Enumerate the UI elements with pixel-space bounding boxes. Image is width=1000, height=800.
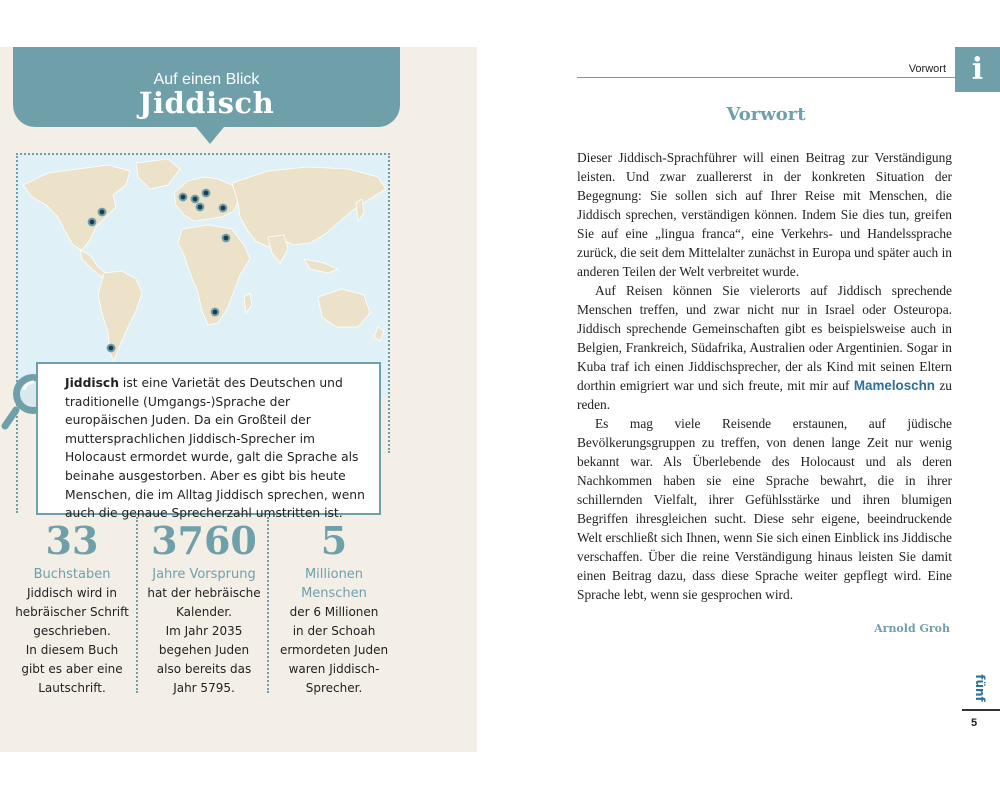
stat-line: geschrieben. [33,624,111,638]
stat-number: 33 [45,518,99,563]
stat-line: Kalender. [176,605,232,619]
map-frame-right [388,153,390,453]
banner-subtitle: Auf einen Blick [153,71,260,88]
info-box [36,362,381,521]
stat-line: also bereits das [156,662,252,676]
stat-line: In diesem Buch [25,643,119,657]
author-signature: Arnold Groh [874,622,950,635]
map-frame-left [16,153,18,513]
page-word-label: fünf [973,674,987,702]
page-number: 5 [970,717,978,729]
map-marker [203,190,210,197]
stat-separator [136,517,138,693]
map-marker [99,209,106,216]
paragraph [577,281,952,414]
stat-line: Jahr 5795. [173,681,235,695]
stat-line: ermordeten Juden [279,643,389,657]
map-marker [223,235,230,242]
title-banner [13,47,400,127]
stats-row [0,517,400,697]
paragraph-text: Auf Reisen können Sie vielerorts auf Jiddisch sprechende Menschen treffen, und zwar nicht nur in Israel oder Osteuropa. Jiddisch sprechende Gemeinschaften gibt es beispielsweise auch in Belgien, Frankreich, Südafrika, Australien oder Argentinien. Sogar in Kuba traf ich einen Jiddischsprecher, der als Kind mit seinen Eltern dorthin emigriert war und sich freute, mit mir auf [577,283,952,393]
stat-line: begehen Juden [158,643,250,657]
north-america-shape [23,165,130,250]
australia-shape [318,289,370,327]
stat-line: gibt es aber eine [21,662,123,676]
paragraph-tail: zu reden. [577,378,952,412]
map-marker [180,194,187,201]
stat-line: waren Jiddisch- [288,662,380,676]
stat-line: Lautschrift. [38,681,106,695]
map-marker [108,345,115,352]
paragraph: Es mag viele Reisende erstaunen, auf jüdische Bevölkerungsgruppen zu treffen, von denen lange Zeit nur wenig bekannt war. Als Überlebende des Holocaust und als deren Nachkommen haben sie eine Sprache bewahrt, die in ihrer schillernden Vielfalt, ihrer Gefühlsstärke und ihren blumigen Begriffen ihresgleichen sucht. Diese sehr eigene, beeindruckende Welt erschließt sich Ihnen, wenn Sie sich einen Einblick ins Jiddische verschaffen. Über die reine Verständigung hinaus leisten Sie damit einen Beitrag dazu, dass diese Sprache weiter gepflegt wird. Eine Sprache lebt, wenn sie gesprochen wird. [577,416,952,602]
foreword-text [577,148,952,604]
stat-separator [267,517,269,693]
map-marker [220,205,227,212]
stat-speakers [272,517,396,698]
map-marker [197,204,204,211]
info-icon: i [955,47,1000,92]
new-zealand-shape [374,327,384,341]
stat-label: Millionen [304,567,364,582]
stat-line: hat der hebräische [147,586,261,600]
info-term: Jiddisch [65,376,119,390]
info-text: ist eine Varietät des Deutschen und traditionelle (Umgangs-)Sprache der europäischen Juden. Da ein Großteil der muttersprachlichen Jiddisch-Sprecher im Holocaust ermordet wurde, galt die Sprache als beinahe ausgestorben. Aber es gibt bis heute Menschen, die im Alltag Jiddisch sprechen, wenn auch die genaue Sprecherzahl umstritten ist. [65,376,365,521]
map-marker [89,219,96,226]
stat-letters [12,517,132,698]
madagascar-shape [244,293,252,313]
stat-number: 3760 [151,518,257,563]
stat-line: hebräischer Schrift [15,605,129,619]
stat-label: Menschen [301,586,367,601]
stat-label: Buchstaben [33,567,111,582]
central-america-shape [80,250,106,277]
map-marker [192,196,199,203]
japan-shape [356,199,364,221]
stat-label: Jahre Vorsprung [152,567,256,582]
page-title: Vorwort [726,104,806,125]
highlight-term: Mameloschn [853,378,935,393]
banner-title: Jiddisch [138,86,275,120]
running-header: Vorwort [908,63,946,75]
stat-line: der 6 Millionen [289,605,379,619]
stat-line: in der Schoah [292,624,376,638]
paragraph: Dieser Jiddisch-Sprachführer will einen Beitrag zur Verständigung leisten. Und zwar zuallererst in der konkreten Situation der Begegnung: Sie sollen sich auf Ihrer Reise mit Menschen, die Jiddisch sprechen, verständigen können. Indem Sie dies tun, greifen Sie auf eine „lingua franca“, eine Verkehrs- und Handelssprache zurück, die seit dem Mittelalter zunächst in Europa und später auch in anderen Teilen der Welt verbreitet wurde. [577,150,952,279]
stat-number: 5 [320,518,348,563]
header-rule [577,77,955,78]
south-america-shape [98,271,142,361]
left-page [0,47,477,752]
indonesia-shape [304,259,338,273]
map-marker [212,309,219,316]
stat-calendar [141,517,267,698]
stat-line: Im Jahr 2035 [165,624,243,638]
stat-line: Jiddisch wird in [27,586,117,600]
greenland-shape [136,159,180,189]
stat-line: Sprecher. [305,681,363,695]
banner-pointer [196,127,224,144]
page-number-rule [962,709,1000,711]
india-shape [268,235,288,263]
